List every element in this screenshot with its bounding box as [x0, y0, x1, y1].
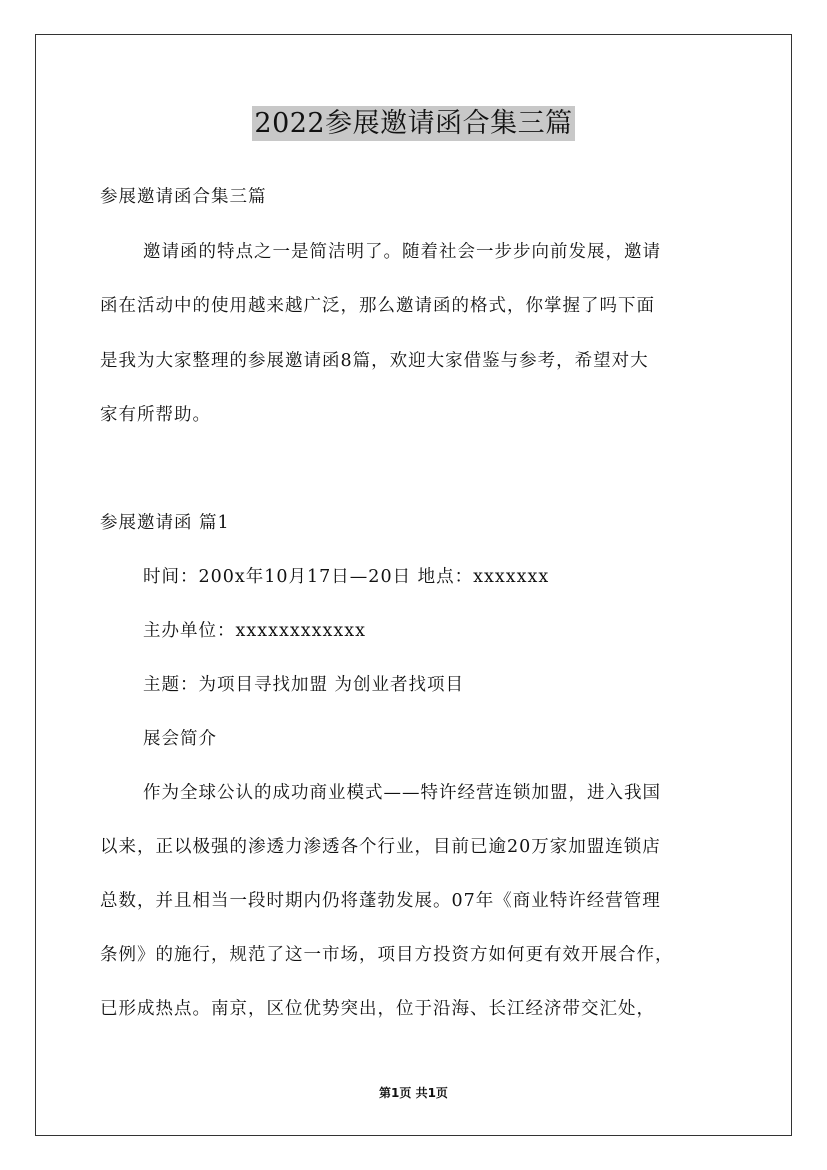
document-title-text: 2022参展邀请函合集三篇: [254, 108, 573, 139]
body-line: 总数，并且相当一段时期内仍将蓬勃发展。07年《商业特许经营管理: [100, 891, 661, 911]
intro-line: 邀请函的特点之一是简洁明了。随着社会一步步向前发展，邀请: [143, 242, 661, 262]
document-subtitle: 参展邀请函合集三篇: [100, 187, 267, 207]
detail-exhibition-intro: 展会简介: [143, 729, 217, 749]
detail-theme: 主题：为项目寻找加盟 为创业者找项目: [143, 675, 465, 695]
body-line: 以来，正以极强的渗透力渗透各个行业，目前已逾20万家加盟连锁店: [100, 837, 661, 857]
section-heading: 参展邀请函 篇1: [100, 513, 230, 533]
body-line: 作为全球公认的成功商业模式——特许经营连锁加盟，进入我国: [143, 783, 661, 803]
body-line: 条例》的施行，规范了这一市场，项目方投资方如何更有效开展合作，: [100, 945, 674, 965]
intro-line: 家有所帮助。: [100, 405, 211, 425]
intro-line: 是我为大家整理的参展邀请函8篇，欢迎大家借鉴与参考，希望对大: [100, 351, 649, 371]
body-line: 已形成热点。南京，区位优势突出，位于沿海、长江经济带交汇处，: [100, 999, 655, 1019]
intro-line: 函在活动中的使用越来越广泛，那么邀请函的格式，你掌握了吗下面: [100, 296, 655, 316]
detail-time-location: 时间：200x年10月17日—20日 地点：xxxxxxx: [143, 567, 550, 587]
page-footer: 第1页 共1页: [379, 1086, 448, 1100]
document-title: [0, 101, 827, 140]
detail-organizer: 主办单位：xxxxxxxxxxxx: [143, 621, 366, 641]
